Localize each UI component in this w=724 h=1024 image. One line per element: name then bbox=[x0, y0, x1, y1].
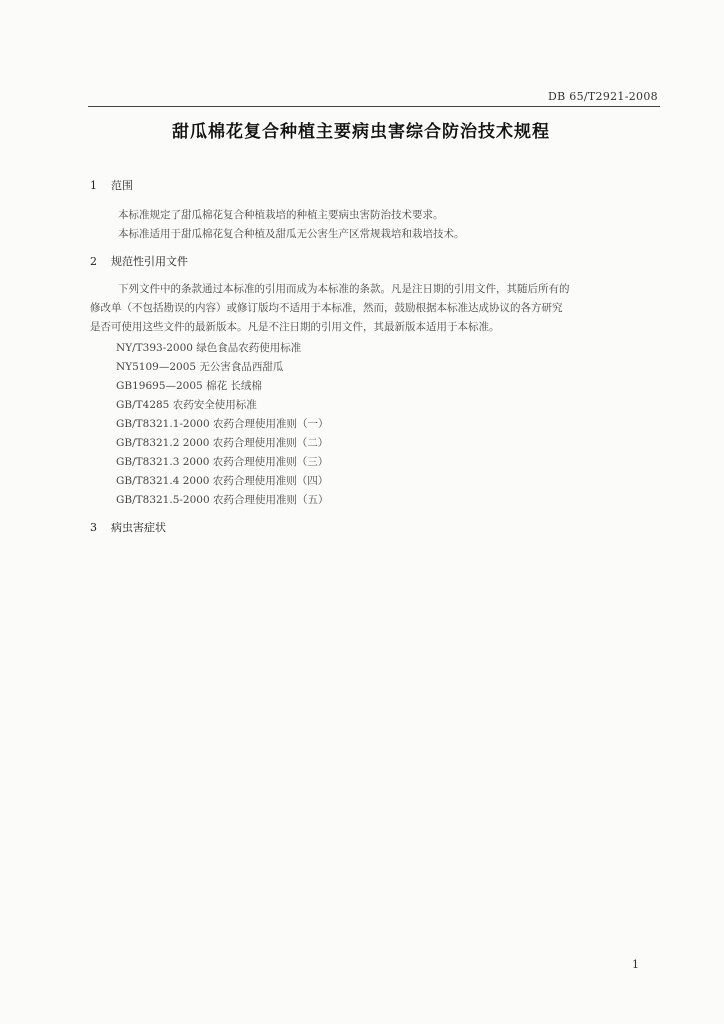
ref-item: NY5109—2005 无公害食品西甜瓜 bbox=[116, 361, 284, 373]
section-title: 病虫害症状 bbox=[111, 521, 166, 534]
ref-item: GB/T8321.4 2000 农药合理使用准则（四） bbox=[116, 475, 329, 487]
page-number: 1 bbox=[632, 958, 639, 971]
standard-code: DB 65/T2921-2008 bbox=[548, 90, 658, 103]
section-3-heading bbox=[90, 519, 166, 535]
section-number: 1 bbox=[90, 179, 97, 192]
scope-paragraph-1: 本标准规定了甜瓜棉花复合种植栽培的种植主要病虫害防治技术要求。 bbox=[118, 209, 444, 221]
ref-item: NY/T393-2000 绿色食品农药使用标准 bbox=[116, 342, 302, 354]
section-title: 规范性引用文件 bbox=[111, 255, 188, 268]
refs-intro-line-2: 修改单（不包括勘误的内容）或修订版均不适用于本标准，然而，鼓励根据本标准达成协议的各方研究 bbox=[90, 302, 563, 314]
ref-item: GB/T8321.5-2000 农药合理使用准则（五） bbox=[116, 494, 329, 506]
refs-intro-line-3: 是否可使用这些文件的最新版本。凡是不注日期的引用文件，其最新版本适用于本标准。 bbox=[90, 321, 500, 333]
document-title: 甜瓜棉花复合种植主要病虫害综合防治技术规程 bbox=[172, 122, 550, 142]
section-number: 3 bbox=[90, 521, 97, 534]
section-title: 范围 bbox=[111, 179, 133, 192]
section-2-heading bbox=[90, 253, 188, 269]
ref-item: GB19695—2005 棉花 长绒棉 bbox=[116, 380, 262, 392]
ref-item: GB/T8321.1-2000 农药合理使用准则（一） bbox=[116, 418, 329, 430]
section-1-heading bbox=[90, 177, 133, 193]
ref-item: GB/T8321.3 2000 农药合理使用准则（三） bbox=[116, 456, 329, 468]
header-rule bbox=[88, 106, 660, 107]
scope-paragraph-2: 本标准适用于甜瓜棉花复合种植及甜瓜无公害生产区常规栽培和栽培技术。 bbox=[118, 228, 465, 240]
section-number: 2 bbox=[90, 255, 97, 268]
ref-item: GB/T8321.2 2000 农药合理使用准则（二） bbox=[116, 437, 329, 449]
ref-item: GB/T4285 农药安全使用标准 bbox=[116, 399, 257, 411]
refs-intro-line-1: 下列文件中的条款通过本标准的引用而成为本标准的条款。凡是注日期的引用文件，其随后所有的 bbox=[118, 283, 570, 295]
